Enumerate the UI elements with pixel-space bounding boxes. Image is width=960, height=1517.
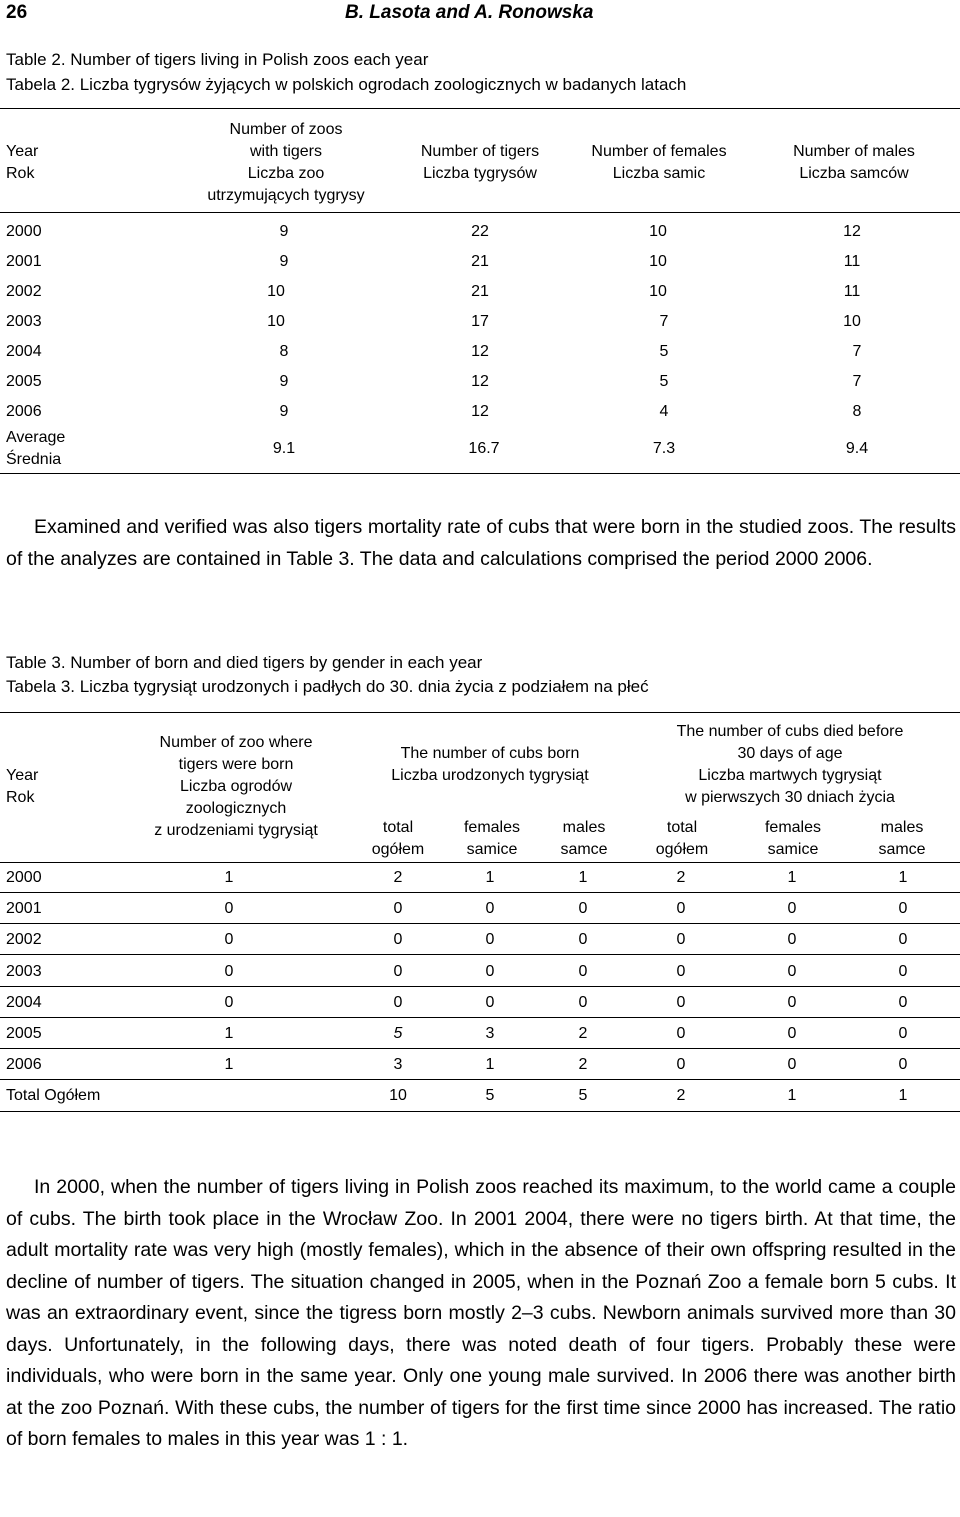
table3-cell: 0 [787,1025,797,1042]
header-line: ogółem [371,841,425,858]
table3-cell: 0 [787,900,797,917]
header-line: tigers were born [178,756,294,773]
table3-cell: 0 [485,931,495,948]
header-line: w pierwszych 30 dniach życia [685,789,895,806]
table2-header-year [6,141,38,185]
table2-cell: 7 [659,313,669,330]
table3-cell: 5 [485,1087,495,1104]
table3-cell: 2 [676,1087,686,1104]
running-head: B. Lasota and A. Ronowska [345,2,594,23]
table2-cell: 12 [471,403,489,420]
table3-top-rule [0,712,960,713]
header-line: Rok [6,165,35,182]
header-line: The number of cubs died before [676,723,904,740]
table2-caption-en: Table 2. Number of tigers living in Polish zoos each year [6,50,429,69]
table2-cell: 2006 [6,403,42,420]
table3-cell: 1 [224,1056,234,1073]
table2-bottom-rule [0,473,960,474]
table2-cell: 10 [267,313,285,330]
header-line: zoologicznych [185,800,287,817]
header-line: females [463,819,521,836]
header-line: samice [466,841,518,858]
table3-cell: 2000 [6,869,42,886]
table2-caption-pl: Tabela 2. Liczba tygrysów żyjących w polskich ogrodach zoologicznych w badanych latach [6,75,687,94]
table2-cell: 21 [471,283,489,300]
table3-subheader-males-died [852,817,952,861]
header-line: Liczba zoo [247,165,325,182]
table3-cell: 2 [578,1056,588,1073]
table3-row-rule [0,1048,960,1049]
table3-cell: 0 [224,963,234,980]
table3-cell: 2004 [6,994,42,1011]
table2-cell: 7 [852,343,862,360]
table3-cell: 0 [676,1056,686,1073]
table3-header-died [640,721,940,809]
table3-cell: 0 [578,963,588,980]
table2-cell: 2000 [6,223,42,240]
header-line: with tigers [249,143,323,160]
table3-row-rule [0,954,960,955]
table2-cell: 9 [279,223,289,240]
table3-cell: 0 [578,994,588,1011]
table3-cell: 2002 [6,931,42,948]
table3-cell: 0 [578,900,588,917]
table3-cell: 1 [898,869,908,886]
header-line: Liczba samców [799,165,909,182]
average-label-line: Average [6,429,66,446]
table2-cell: 9 [279,253,289,270]
header-line: total [382,819,414,836]
table3-cell: 2 [393,869,403,886]
header-line: Number of zoos [229,121,343,138]
table2-cell: 8 [279,343,289,360]
table3-cell: 0 [898,900,908,917]
table2-cell: 2003 [6,313,42,330]
table2-cell: 2004 [6,343,42,360]
table3-header-born [360,743,620,787]
table2-cell: 11 [843,283,861,300]
table2-cell: 10 [649,223,667,240]
table3-cell: 0 [676,994,686,1011]
table2-average-label [6,427,65,471]
table3-cell: 0 [898,1056,908,1073]
table3-cell: 0 [787,1056,797,1073]
table2-cell: 11 [843,253,861,270]
table3-header-rule [0,862,960,863]
table2-header-rule [0,212,960,213]
header-line: Liczba martwych tygrysiąt [698,767,882,784]
table3-row-rule [0,1079,960,1080]
table2-cell: 22 [471,223,489,240]
table2-cell: 2005 [6,373,42,390]
table3-cell: 5 [578,1087,588,1104]
table3-row-rule [0,986,960,987]
table3-cell: 2006 [6,1056,42,1073]
table3-cell: 1 [485,869,495,886]
table3-cell: 2003 [6,963,42,980]
header-line: Liczba urodzonych tygrysiąt [391,767,589,784]
table3-caption-en: Table 3. Number of born and died tigers by gender in each year [6,653,483,672]
paragraph-1 [6,512,956,575]
header-line: males [562,819,606,836]
table2-header-males [770,141,938,185]
paragraph-2 [6,1172,956,1456]
header-line: Year [6,143,39,160]
table3-cell: 0 [787,931,797,948]
table3-cell: 0 [787,994,797,1011]
table3-cell: 0 [898,994,908,1011]
table3-caption-pl: Tabela 3. Liczba tygrysiąt urodzonych i padłych do 30. dnia życia z podziałem na płeć [6,677,649,696]
table3-cell: 2 [676,869,686,886]
header-line: females [764,819,822,836]
table3-cell: 5 [393,1025,403,1042]
header-line: ogółem [655,841,709,858]
table3-cell: 2001 [6,900,42,917]
table2-header-zoos [176,119,396,207]
table3-row-rule [0,923,960,924]
table3-subheader-total-died [632,817,732,861]
table3-subheader-total-born [348,817,448,861]
table3-header-zoo [116,732,356,842]
table2-cell: 9 [279,403,289,420]
table2-average-cell: 9.1 [272,440,296,457]
header-line: Liczba samic [612,165,706,182]
header-line: samce [878,841,926,858]
table3-cell: 0 [393,900,403,917]
table3-cell: 0 [676,931,686,948]
header-line: total [666,819,698,836]
table3-cell: 10 [389,1087,407,1104]
table2-top-rule [0,108,960,109]
table3-cell: 0 [898,963,908,980]
table3-cell: 0 [898,1025,908,1042]
table3-cell: 0 [898,931,908,948]
table2-cell: 2001 [6,253,42,270]
table2-cell: 8 [852,403,862,420]
table3-bottom-rule [0,1111,960,1112]
table3-cell: 0 [393,963,403,980]
table3-subheader-females-born [442,817,542,861]
header-line: Number of tigers [420,143,540,160]
header-line: The number of cubs born [400,745,580,762]
header-line: Number of males [793,143,915,160]
table3-total-label: Total Ogółem [6,1087,101,1104]
table2-cell: 9 [279,373,289,390]
table2-cell: 12 [843,223,861,240]
table3-cell: 1 [787,1087,797,1104]
table3-subheader-males-born [534,817,634,861]
table3-cell: 1 [224,869,234,886]
header-line: samce [560,841,608,858]
table3-cell: 0 [676,1025,686,1042]
header-line: Year [6,767,39,784]
table2-cell: 21 [471,253,489,270]
header-line: utrzymujących tygrysy [207,187,365,204]
table3-cell: 0 [224,900,234,917]
table3-cell: 0 [393,931,403,948]
table3-cell: 1 [578,869,588,886]
table3-cell: 0 [787,963,797,980]
table3-cell: 1 [485,1056,495,1073]
header-line: samice [767,841,819,858]
table3-cell: 0 [393,994,403,1011]
table3-cell: 0 [485,994,495,1011]
header-line: 30 days of age [737,745,843,762]
table2-cell: 5 [659,373,669,390]
table3-cell: 3 [485,1025,495,1042]
table2-cell: 10 [267,283,285,300]
table3-cell: 1 [787,869,797,886]
table2-cell: 12 [471,343,489,360]
table2-average-cell: 16.7 [468,440,500,457]
table3-cell: 2 [578,1025,588,1042]
table3-cell: 2005 [6,1025,42,1042]
header-line: males [880,819,924,836]
average-label-line: Średnia [6,451,62,468]
paragraph-1-text: Examined and verified was also tigers mortality rate of cubs that were born in the studied zoos. The results of the analyzes are contained in Table 3. The data and calculations comprised the period 2000 2006. [6,516,956,570]
header-line: Rok [6,789,35,806]
table3-row-rule [0,1017,960,1018]
table3-row-rule [0,892,960,893]
table2-cell: 10 [649,253,667,270]
paragraph-2-text: In 2000, when the number of tigers living in Polish zoos reached its maximum, to the world came a couple of cubs. The birth took place in the Wrocław Zoo. In 2001 2004, there were no tigers birth. At that time, the adult mortality rate was very high (mostly females), which in the absence of their own offspring resulted in the decline of number of tigers. The situation changed in 2005, when in the Poznań Zoo a female born 5 cubs. It was an extraordinary event, since the tigress born mostly 2–3 cubs. Newborn animals survived more than 30 days. Unfortunately, in the following days, there was noted death of four tigers. Probably these were individuals, who were born in the same year. Only one young male survived. In 2006 there was another birth at the zoo Poznań. With these cubs, the number of tigers for the first time since 2000 has increased. The ratio of born females to males in this year was 1 : 1. [6,1176,956,1450]
header-line: Number of zoo where [159,734,313,751]
table2-cell: 2002 [6,283,42,300]
table3-cell: 0 [485,963,495,980]
table3-cell: 0 [485,900,495,917]
table3-cell: 1 [898,1087,908,1104]
table3-cell: 1 [224,1025,234,1042]
table3-header-year [6,765,38,809]
table3-cell: 0 [676,963,686,980]
table3-cell: 0 [676,900,686,917]
page-number: 26 [6,2,28,23]
header-line: z urodzeniami tygrysiąt [154,822,318,839]
table2-cell: 7 [852,373,862,390]
table2-header-females [570,141,748,185]
table3-cell: 0 [578,931,588,948]
table2-cell: 10 [649,283,667,300]
header-line: Number of females [591,143,727,160]
table2-cell: 17 [471,313,489,330]
header-line: Liczba ogrodów [179,778,293,795]
table2-cell: 10 [843,313,861,330]
table3-subheader-females-died [743,817,843,861]
header-line: Liczba tygrysów [423,165,537,182]
table3-cell: 3 [393,1056,403,1073]
table2-average-cell: 7.3 [652,440,676,457]
table3-cell: 0 [224,931,234,948]
table2-average-cell: 9.4 [845,440,869,457]
table3-cell: 0 [224,994,234,1011]
table2-cell: 4 [659,403,669,420]
table2-cell: 12 [471,373,489,390]
table2-header-tigers [400,141,560,185]
table2-cell: 5 [659,343,669,360]
